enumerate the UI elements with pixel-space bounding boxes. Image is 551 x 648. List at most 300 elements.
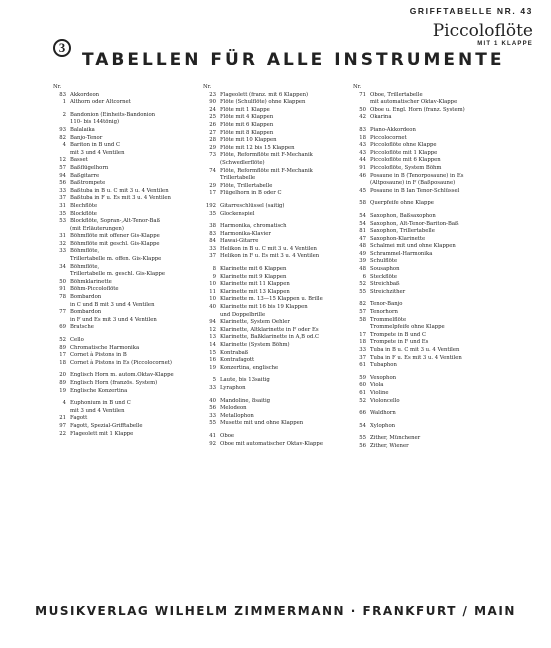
entry-instrument: Baßtrompete: [70, 180, 106, 187]
entry-number: 16: [209, 357, 216, 364]
index-entry: [53, 302, 213, 310]
index-entry: [203, 137, 363, 145]
index-entry: [203, 246, 363, 254]
entry-number: 46: [359, 172, 366, 179]
index-entry: [53, 286, 213, 294]
entry-number: 60: [359, 382, 366, 389]
entry-number: 56: [59, 180, 66, 187]
entry-instrument: Cello: [70, 337, 84, 343]
entry-instrument: Konzertina, englische: [220, 364, 279, 371]
index-entry: [353, 114, 513, 122]
index-entry: [53, 279, 213, 287]
entry-number: 83: [359, 126, 366, 133]
index-entry: [53, 388, 213, 396]
entry-instrument: Flöte mit 6 Klappen: [220, 121, 274, 128]
index-entry: [353, 301, 513, 309]
entry-instrument: in C und B mit 3 und 4 Ventilen: [70, 301, 155, 308]
entry-number: 57: [359, 309, 366, 316]
entry-number: 34: [59, 263, 66, 270]
entry-number: 33: [59, 187, 66, 194]
entry-number: 47: [359, 235, 366, 242]
entry-number: 74: [209, 167, 216, 174]
index-entry: [203, 266, 363, 274]
index-entry: [53, 248, 213, 256]
entry-number: 4: [62, 400, 66, 407]
entry-number: 54: [359, 212, 366, 219]
index-entry: [53, 165, 213, 173]
entry-number: 24: [209, 106, 216, 113]
entry-number: 40: [209, 397, 216, 404]
index-entry: [353, 127, 513, 135]
entry-instrument: Posaune in B (Tenorposaune) in Es: [370, 172, 464, 179]
entry-number: 17: [359, 331, 366, 338]
entry-number: 21: [59, 415, 66, 422]
index-entry: [53, 256, 213, 264]
index-entry: [53, 360, 213, 368]
entry-number: 41: [209, 432, 216, 439]
entry-number: 17: [59, 352, 66, 359]
entry-instrument: Klarinette mit 6 Klappen: [220, 266, 287, 273]
entry-number: 12: [59, 157, 66, 164]
entry-number: 18: [359, 134, 366, 141]
entry-number: 45: [359, 187, 366, 194]
entry-instrument: Piccoloflöte ohne Klappe: [370, 142, 437, 149]
entry-instrument: Saxophon, Baßsaxophon: [370, 212, 436, 219]
entry-number: [53, 226, 66, 234]
index-entry: [353, 382, 513, 390]
entry-instrument: Violoncello: [370, 397, 400, 404]
index-entry: [53, 264, 213, 272]
entry-number: 10: [209, 296, 216, 303]
index-entry: [53, 400, 213, 408]
index-entry: [203, 253, 363, 261]
entry-instrument: Bombardon: [70, 309, 102, 316]
entry-number: 33: [359, 347, 366, 353]
entry-instrument: Saxophon, Trillertabelle: [370, 228, 435, 235]
index-entry: [203, 231, 363, 239]
index-column-3: [353, 84, 513, 451]
entry-number: 56: [359, 442, 366, 449]
entry-number: 15: [209, 349, 216, 356]
entry-number: 17: [209, 190, 216, 197]
entry-number: [53, 150, 66, 158]
entry-number: [353, 180, 366, 188]
index-entry: [203, 145, 363, 153]
entry-instrument: Klarinette mit 9 Klappen: [220, 273, 287, 280]
entry-number: 54: [359, 422, 366, 429]
entry-number: [53, 119, 66, 127]
entry-instrument: Fagott: [70, 415, 88, 422]
column-nr-header: Nr.: [53, 84, 62, 90]
entry-number: 48: [359, 266, 366, 273]
index-entry: [203, 107, 363, 115]
entry-number: 44: [359, 157, 366, 164]
entry-number: 26: [209, 121, 216, 128]
entry-number: 89: [59, 379, 66, 386]
entry-instrument: Gitarreschlüssel (saitig): [220, 202, 285, 209]
entry-instrument: Oboe u. Engl. Horn (franz. System): [370, 106, 465, 113]
entry-instrument: Trillertabelle m. offen. Gis-Klappe: [70, 256, 162, 263]
index-entry: [353, 188, 513, 196]
index-entry: [53, 372, 213, 380]
index-entry: [203, 405, 363, 413]
entry-instrument: Oboe mit automatischer Oktav-Klappe: [220, 440, 323, 447]
index-entry: [203, 327, 363, 335]
entry-instrument: Trillertabelle m. geschl. Gis-Klappe: [70, 271, 166, 278]
entry-instrument: Violine: [370, 389, 389, 396]
index-entry: [203, 122, 363, 130]
entry-number: 8: [212, 266, 216, 273]
index-entry: [353, 266, 513, 274]
index-entry: [353, 339, 513, 347]
entry-number: 37: [209, 253, 216, 260]
index-entry: [353, 332, 513, 340]
index-entry: [53, 195, 213, 203]
entry-number: 43: [359, 149, 366, 156]
entry-instrument: Melodeon: [220, 405, 247, 412]
entry-instrument: Althorn oder Altcornet: [70, 99, 131, 106]
entry-number: [353, 99, 366, 107]
entry-instrument: mit 3 und 4 Ventilen: [70, 149, 125, 156]
entry-instrument: Harmonika-Klavier: [220, 230, 271, 237]
footer-publisher: MUSIKVERLAG WILHELM ZIMMERMANN · FRANKFURT / MAIN: [35, 604, 516, 618]
entry-number: 52: [359, 397, 366, 404]
entry-instrument: Flöte (Schulflöte) ohne Klappen: [220, 99, 306, 106]
entry-instrument: Cornet à Pistons in B: [70, 352, 127, 359]
entry-number: 39: [359, 258, 366, 265]
index-entry: [53, 271, 213, 279]
instrument-name: Piccoloflöte: [432, 21, 533, 41]
entry-number: 33: [59, 248, 66, 255]
index-entry: [53, 380, 213, 388]
entry-number: [53, 271, 66, 279]
entry-instrument: Böhmflöte,: [70, 248, 100, 255]
index-entry: [353, 375, 513, 383]
entry-number: 83: [59, 91, 66, 98]
index-entry: [353, 251, 513, 259]
entry-instrument: Englisch Horn (französ. System): [70, 379, 158, 386]
index-entry: [53, 99, 213, 107]
entry-number: 69: [59, 324, 66, 331]
entry-instrument: (mit Erläuterungen): [70, 225, 124, 232]
entry-instrument: Kontrabaß: [220, 349, 249, 356]
entry-instrument: Zither, Wiener: [370, 442, 409, 449]
entry-number: 89: [59, 344, 66, 351]
entry-instrument: Xylophon: [370, 422, 396, 429]
index-entry: [203, 203, 363, 211]
entry-number: 35: [59, 210, 66, 217]
entry-instrument: Saxophon-Klarinette: [370, 235, 426, 242]
entry-instrument: Böhmflöte,: [70, 263, 100, 270]
entry-instrument: Lyraphon: [220, 384, 246, 391]
entry-instrument: Waldhorn: [370, 410, 396, 417]
entry-instrument: Flöte, Trillertabelle: [220, 182, 273, 189]
entry-instrument: mit automatischer Oktav-Klappe: [370, 99, 458, 106]
entry-number: 37: [359, 354, 366, 361]
entry-instrument: Piccoloflöte mit 1 Klappe: [370, 149, 438, 156]
entry-number: 32: [59, 240, 66, 247]
index-entry: [203, 175, 363, 183]
entry-instrument: Querpfeife ohne Klappe: [370, 200, 434, 207]
entry-number: [353, 324, 366, 332]
entry-number: 61: [359, 362, 366, 369]
entry-number: 50: [59, 278, 66, 285]
index-entry: [203, 99, 363, 107]
entry-number: 37: [59, 195, 66, 202]
index-entry: [353, 355, 513, 363]
index-entry: [53, 241, 213, 249]
entry-number: 82: [59, 134, 66, 141]
entry-number: 35: [209, 210, 216, 217]
entry-number: [203, 160, 216, 168]
index-entry: [53, 408, 213, 416]
index-entry: [53, 180, 213, 188]
index-entry: [53, 337, 213, 345]
index-entry: [53, 188, 213, 196]
index-entry: [203, 377, 363, 385]
index-entry: [203, 398, 363, 406]
index-entry: [353, 243, 513, 251]
index-entry: [353, 309, 513, 317]
entry-instrument: Klarinette, Baßklarinette in A,B od.C: [220, 334, 320, 341]
entry-number: 55: [359, 288, 366, 295]
entry-instrument: Saxophon, Alt-Tenor-Bariton-Baß: [370, 220, 459, 227]
entry-instrument: Piccoloflöte mit 6 Klappen: [370, 157, 441, 164]
entry-number: 48: [359, 243, 366, 250]
entry-instrument: Metallophon: [220, 412, 254, 419]
entry-number: 66: [359, 410, 366, 417]
entry-instrument: (Altposaune) in F (Baßposaune): [370, 180, 456, 187]
entry-instrument: 110- bis 144tönig): [70, 119, 120, 126]
entry-instrument: Böhm-Piccoloflöte: [70, 286, 119, 293]
index-entry: [353, 99, 513, 107]
entry-instrument: Balalaika: [70, 126, 95, 133]
index-entry: [53, 226, 213, 234]
index-entry: [203, 296, 363, 304]
entry-number: [53, 302, 66, 310]
index-entry: [353, 135, 513, 143]
entry-number: 31: [59, 202, 66, 209]
index-entry: [203, 183, 363, 191]
index-entry: [353, 362, 513, 370]
entry-instrument: Tubaphon: [370, 362, 397, 369]
entry-number: [53, 256, 66, 264]
entry-instrument: Banjo-Tenor: [70, 134, 103, 141]
index-entry: [203, 289, 363, 297]
entry-number: 92: [209, 440, 216, 447]
entry-number: 29: [209, 182, 216, 189]
index-entry: [353, 347, 513, 355]
entry-number: 59: [359, 374, 366, 381]
entry-number: 97: [59, 422, 66, 429]
index-entry: [53, 135, 213, 143]
index-entry: [353, 398, 513, 406]
entry-number: 25: [209, 114, 216, 121]
index-entry: [203, 152, 363, 160]
entry-number: 90: [209, 99, 216, 106]
index-column-1: [53, 84, 213, 438]
index-entry: [353, 236, 513, 244]
entry-number: 31: [59, 233, 66, 240]
entry-instrument: Steckflöte: [370, 273, 398, 280]
entry-instrument: Mandoline, 8saitig: [220, 397, 271, 404]
entry-instrument: Baßgitarre: [70, 172, 100, 179]
index-entry: [53, 218, 213, 226]
entry-number: 57: [59, 164, 66, 171]
entry-number: 18: [359, 339, 366, 346]
index-entry: [203, 168, 363, 176]
entry-number: 4: [62, 142, 66, 149]
entry-instrument: Flöte mit 12 bis 15 Klappen: [220, 144, 295, 151]
entry-instrument: Klarinette m. 13—15 Klappen u. Brille: [220, 296, 323, 303]
index-entry: [203, 365, 363, 373]
entry-instrument: Helikon in F u. Es mit 3 u. 4 Ventilen: [220, 253, 320, 260]
entry-number: 84: [209, 238, 216, 245]
entry-number: 11: [209, 288, 216, 295]
index-entry: [203, 238, 363, 246]
series-label: GRIFFTABELLE NR. 43: [409, 6, 533, 16]
entry-number: 18: [59, 359, 66, 366]
index-entry: [53, 317, 213, 325]
index-entry: [53, 431, 213, 439]
entry-number: [203, 175, 216, 183]
index-entry: [53, 423, 213, 431]
entry-number: [203, 312, 216, 320]
entry-instrument: Klarinette mit 13 Klappen: [220, 288, 290, 295]
index-entry: [53, 150, 213, 158]
index-entry: [203, 304, 363, 312]
index-entry: [203, 274, 363, 282]
entry-instrument: Flöte mit 8 Klappen: [220, 129, 274, 136]
index-entry: [203, 211, 363, 219]
index-entry: [203, 350, 363, 358]
entry-number: 20: [59, 372, 66, 379]
index-entry: [53, 142, 213, 150]
index-entry: [203, 441, 363, 449]
entry-instrument: Bratsche: [70, 324, 94, 331]
entry-instrument: Klarinette (System Böhm): [220, 342, 290, 348]
entry-instrument: Schalmei mit und ohne Klappen: [370, 243, 456, 250]
entry-instrument: Helikon in B u. C mit 3 u. 4 Ventilen: [220, 245, 317, 252]
index-entry: [53, 233, 213, 241]
index-entry: [353, 435, 513, 443]
entry-number: 49: [359, 250, 366, 257]
index-entry: [353, 281, 513, 289]
index-entry: [353, 142, 513, 150]
instrument-heading: [433, 22, 533, 47]
entry-instrument: Streichbaß: [370, 281, 400, 288]
index-entry: [53, 119, 213, 127]
entry-instrument: Oboe: [220, 432, 235, 439]
entry-instrument: Schrammel-Harmonika: [370, 250, 433, 257]
index-entry: [353, 165, 513, 173]
column-nr-header: Nr.: [203, 84, 212, 90]
entry-number: 14: [209, 342, 216, 348]
entry-instrument: Tenor-Banjo: [370, 301, 403, 308]
entry-number: 5: [212, 377, 216, 384]
entry-number: 50: [359, 106, 366, 113]
entry-instrument: Euphonium in B und C: [70, 400, 131, 407]
entry-instrument: Tuba in B u. C mit 3 u. 4 Ventilen: [370, 347, 460, 353]
entry-number: 23: [209, 91, 216, 98]
entry-number: 1: [62, 99, 66, 106]
entry-instrument: Klarinette mit 16 bis 19 Klappen: [220, 304, 308, 311]
entry-number: 55: [359, 435, 366, 442]
index-entry: [353, 258, 513, 266]
column-nr-header: Nr.: [353, 84, 362, 90]
entry-number: 56: [209, 405, 216, 412]
index-entry: [203, 433, 363, 441]
entry-instrument: Laute, bis 13saitig: [220, 377, 270, 384]
entry-instrument: Trommelpfeife ohne Klappe: [370, 324, 445, 331]
entry-instrument: Trillertabelle: [220, 175, 256, 182]
entry-instrument: Musette mit und ohne Klappen: [220, 420, 304, 427]
entry-instrument: Klarinette mit 11 Klappen: [220, 281, 290, 288]
index-entry: [53, 173, 213, 181]
entry-instrument: Englisch Horn m. autom.Oktav-Klappe: [70, 372, 174, 379]
entry-instrument: Baßflügelhorn: [70, 164, 109, 171]
index-entry: [203, 385, 363, 393]
entry-instrument: Glockenspiel: [220, 210, 255, 217]
index-entry: [203, 334, 363, 342]
entry-number: 53: [59, 218, 66, 225]
entry-instrument: Flöte mit 1 Klappe: [220, 106, 270, 113]
entry-number: 13: [209, 334, 216, 341]
entry-number: 33: [209, 412, 216, 419]
entry-instrument: Kontrafagott: [220, 357, 255, 364]
entry-instrument: und Doppelbrille: [220, 311, 266, 318]
index-entry: [53, 324, 213, 332]
entry-instrument: mit 3 und 4 Ventilen: [70, 407, 125, 414]
index-entry: [203, 190, 363, 198]
index-entry: [203, 319, 363, 327]
entry-instrument: Okarina: [370, 114, 392, 121]
entry-number: 83: [209, 230, 216, 237]
entry-instrument: Blockflöte: [70, 210, 97, 217]
index-entry: [53, 203, 213, 211]
entry-number: 40: [209, 304, 216, 311]
entry-number: 94: [59, 172, 66, 179]
index-entry: [203, 160, 363, 168]
entry-instrument: Chromatische Harmonika: [70, 344, 140, 351]
index-entry: [53, 309, 213, 317]
index-entry: [203, 357, 363, 365]
entry-instrument: Zither, Münchener: [370, 435, 421, 442]
entry-instrument: Sousaphon: [370, 266, 400, 273]
entry-instrument: Bombardon: [70, 294, 102, 301]
index-entry: [53, 211, 213, 219]
index-entry: [203, 223, 363, 231]
index-entry: [203, 281, 363, 289]
entry-number: 192: [205, 202, 216, 209]
entry-instrument: Flageolett mit 1 Klappe: [70, 430, 134, 437]
index-entry: [53, 352, 213, 360]
entry-instrument: Tuba in F u. Es mit 3 u. 4 Ventilen: [370, 354, 462, 361]
entry-instrument: Böhmflöte mit offener Gis-Klappe: [70, 233, 160, 240]
entry-instrument: Baßtuba in B u. C mit 3 u. 4 Ventilen: [70, 187, 169, 194]
entry-number: 52: [59, 337, 66, 343]
entry-number: [53, 408, 66, 416]
entry-number: 61: [359, 389, 366, 396]
entry-instrument: Böhmflöte mit geschl. Gis-Klappe: [70, 240, 160, 247]
entry-instrument: Fagott, Spezial-Grifftabelle: [70, 422, 143, 429]
entry-instrument: in F und Es mit 3 und 4 Ventilen: [70, 316, 157, 323]
index-entry: [353, 324, 513, 332]
index-entry: [203, 130, 363, 138]
index-entry: [353, 317, 513, 325]
entry-number: 82: [359, 301, 366, 308]
index-entry: [353, 274, 513, 282]
